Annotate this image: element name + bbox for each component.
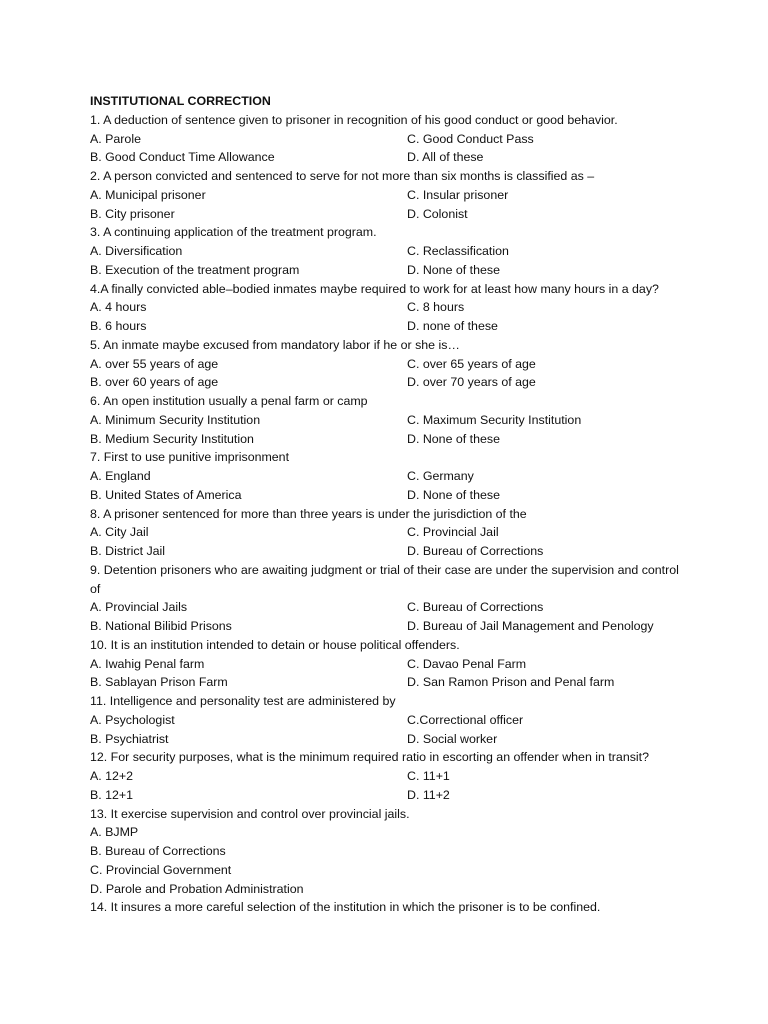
option-b: B. National Bilibid Prisons: [90, 619, 232, 633]
option-a: A. BJMP: [90, 825, 139, 840]
option-b: B. Bureau of Corrections: [90, 844, 226, 858]
option-row: [90, 242, 690, 261]
option-d: D. All of these: [407, 150, 484, 165]
option-row: [90, 786, 690, 805]
question-14: 14. It insures a more careful selection of the institution in which the prisoner is to be confined.: [90, 900, 601, 915]
question-text: 5. An inmate maybe excused from mandatory labor if he or she is…: [90, 337, 460, 352]
option-c: C. Maximum Security Institution: [407, 412, 582, 427]
question-text: 11. Intelligence and personality test are administered by: [90, 694, 396, 708]
option-c: C. 11+1: [407, 769, 450, 783]
option-d: D. Parole and Probation Administration: [90, 881, 304, 896]
option-b: B. 12+1: [90, 787, 134, 802]
question-13: [90, 805, 690, 899]
option-a: A. over 55 years of age: [90, 356, 219, 371]
question-9: [90, 561, 690, 636]
question-4: [90, 280, 690, 336]
option-row: [90, 148, 690, 167]
option-a: A. Parole: [90, 131, 141, 146]
option-d: D. none of these: [407, 319, 498, 333]
document-page: [90, 92, 690, 917]
option-b: B. Sablayan Prison Farm: [90, 675, 228, 690]
option-b: B. City prisoner: [90, 206, 175, 221]
question-list: [90, 111, 690, 805]
question-text: 9. Detention prisoners who are awaiting judgment or trial of their case are under the supervision and control of: [90, 562, 679, 596]
option-d: D. Colonist: [407, 206, 468, 221]
option-a: A. City Jail: [90, 525, 149, 540]
option-row: [90, 730, 690, 749]
option-b: B. District Jail: [90, 544, 166, 558]
option-b: B. Psychiatrist: [90, 731, 169, 746]
option-a: A. Psychologist: [90, 712, 175, 727]
option-b: B. Good Conduct Time Allowance: [90, 150, 275, 165]
question-8: [90, 505, 690, 561]
question-6: [90, 392, 690, 448]
option-c: C. 8 hours: [407, 300, 465, 315]
question-10: [90, 636, 690, 692]
question-2: [90, 167, 690, 223]
option-d: D. Social worker: [407, 731, 498, 746]
question-text: 1. A deduction of sentence given to prisoner in recognition of his good conduct or good behavior.: [90, 112, 618, 127]
option-row: [90, 130, 690, 149]
option-c: C. over 65 years of age: [407, 356, 536, 371]
option-row: [90, 655, 690, 674]
question-text: 3. A continuing application of the treatment program.: [90, 225, 377, 240]
option-a: A. 12+2: [90, 769, 134, 783]
option-row: [90, 373, 690, 392]
question-7: [90, 448, 690, 504]
question-text: 4.A finally convicted able–bodied inmates maybe required to work for at least how many hours in a day?: [90, 281, 659, 296]
option-row: [90, 767, 690, 786]
option-d: D. None of these: [407, 487, 500, 502]
question-11: [90, 692, 690, 748]
option-c: C. Germany: [407, 469, 474, 483]
question-1: [90, 111, 690, 167]
document-title: INSTITUTIONAL CORRECTION: [90, 94, 271, 108]
option-b: B. Execution of the treatment program: [90, 262, 300, 277]
option-d: D. None of these: [407, 431, 500, 446]
option-row: [90, 261, 690, 280]
option-row: [90, 411, 690, 430]
option-row: [90, 298, 690, 317]
option-d: D. 11+2: [407, 787, 450, 802]
option-a: A. Provincial Jails: [90, 600, 188, 615]
question-3: [90, 223, 690, 279]
question-text: 12. For security purposes, what is the minimum required ratio in escorting an offender when in transit?: [90, 750, 650, 765]
option-row: [90, 430, 690, 449]
option-row: [90, 186, 690, 205]
option-row: [90, 355, 690, 374]
option-d: D. Bureau of Jail Management and Penology: [407, 619, 654, 633]
option-a: A. Municipal prisoner: [90, 187, 206, 202]
option-b: B. 6 hours: [90, 319, 147, 333]
option-b: B. United States of America: [90, 487, 242, 502]
option-d: D. over 70 years of age: [407, 375, 536, 390]
option-row: [90, 673, 690, 692]
question-text: 7. First to use punitive imprisonment: [90, 450, 290, 465]
option-row: [90, 711, 690, 730]
option-c: C. Reclassification: [407, 244, 509, 258]
option-b: B. over 60 years of age: [90, 375, 219, 390]
option-c: C. Davao Penal Farm: [407, 656, 527, 671]
option-row: [90, 598, 690, 617]
question-text: 6. An open institution usually a penal farm or camp: [90, 394, 368, 408]
option-row: [90, 205, 690, 224]
option-row: [90, 523, 690, 542]
question-5: [90, 336, 690, 392]
option-row: [90, 542, 690, 561]
question-text: 2. A person convicted and sentenced to serve for not more than six months is classified as –: [90, 169, 595, 183]
option-b: B. Medium Security Institution: [90, 431, 254, 446]
option-c: C. Insular prisoner: [407, 187, 509, 202]
option-row: [90, 486, 690, 505]
option-d: D. Bureau of Corrections: [407, 544, 544, 558]
option-c: C. Good Conduct Pass: [407, 131, 534, 146]
question-text: 10. It is an institution intended to detain or house political offenders.: [90, 637, 460, 652]
option-a: A. Diversification: [90, 244, 183, 258]
option-c: C. Provincial Government: [90, 862, 232, 877]
option-c: C. Provincial Jail: [407, 525, 499, 540]
option-c: C. Bureau of Corrections: [407, 600, 544, 615]
option-a: A. Minimum Security Institution: [90, 412, 261, 427]
option-a: A. England: [90, 469, 151, 483]
option-a: A. Iwahig Penal farm: [90, 656, 205, 671]
question-text: 8. A prisoner sentenced for more than three years is under the jurisdiction of the: [90, 506, 527, 521]
option-c: C.Correctional officer: [407, 712, 524, 727]
question-12: [90, 748, 690, 804]
option-a: A. 4 hours: [90, 300, 147, 315]
question-text: 13. It exercise supervision and control over provincial jails.: [90, 806, 410, 821]
option-row: [90, 317, 690, 336]
option-row: [90, 617, 690, 636]
option-d: D. San Ramon Prison and Penal farm: [407, 675, 615, 690]
option-d: D. None of these: [407, 262, 500, 277]
option-row: [90, 467, 690, 486]
